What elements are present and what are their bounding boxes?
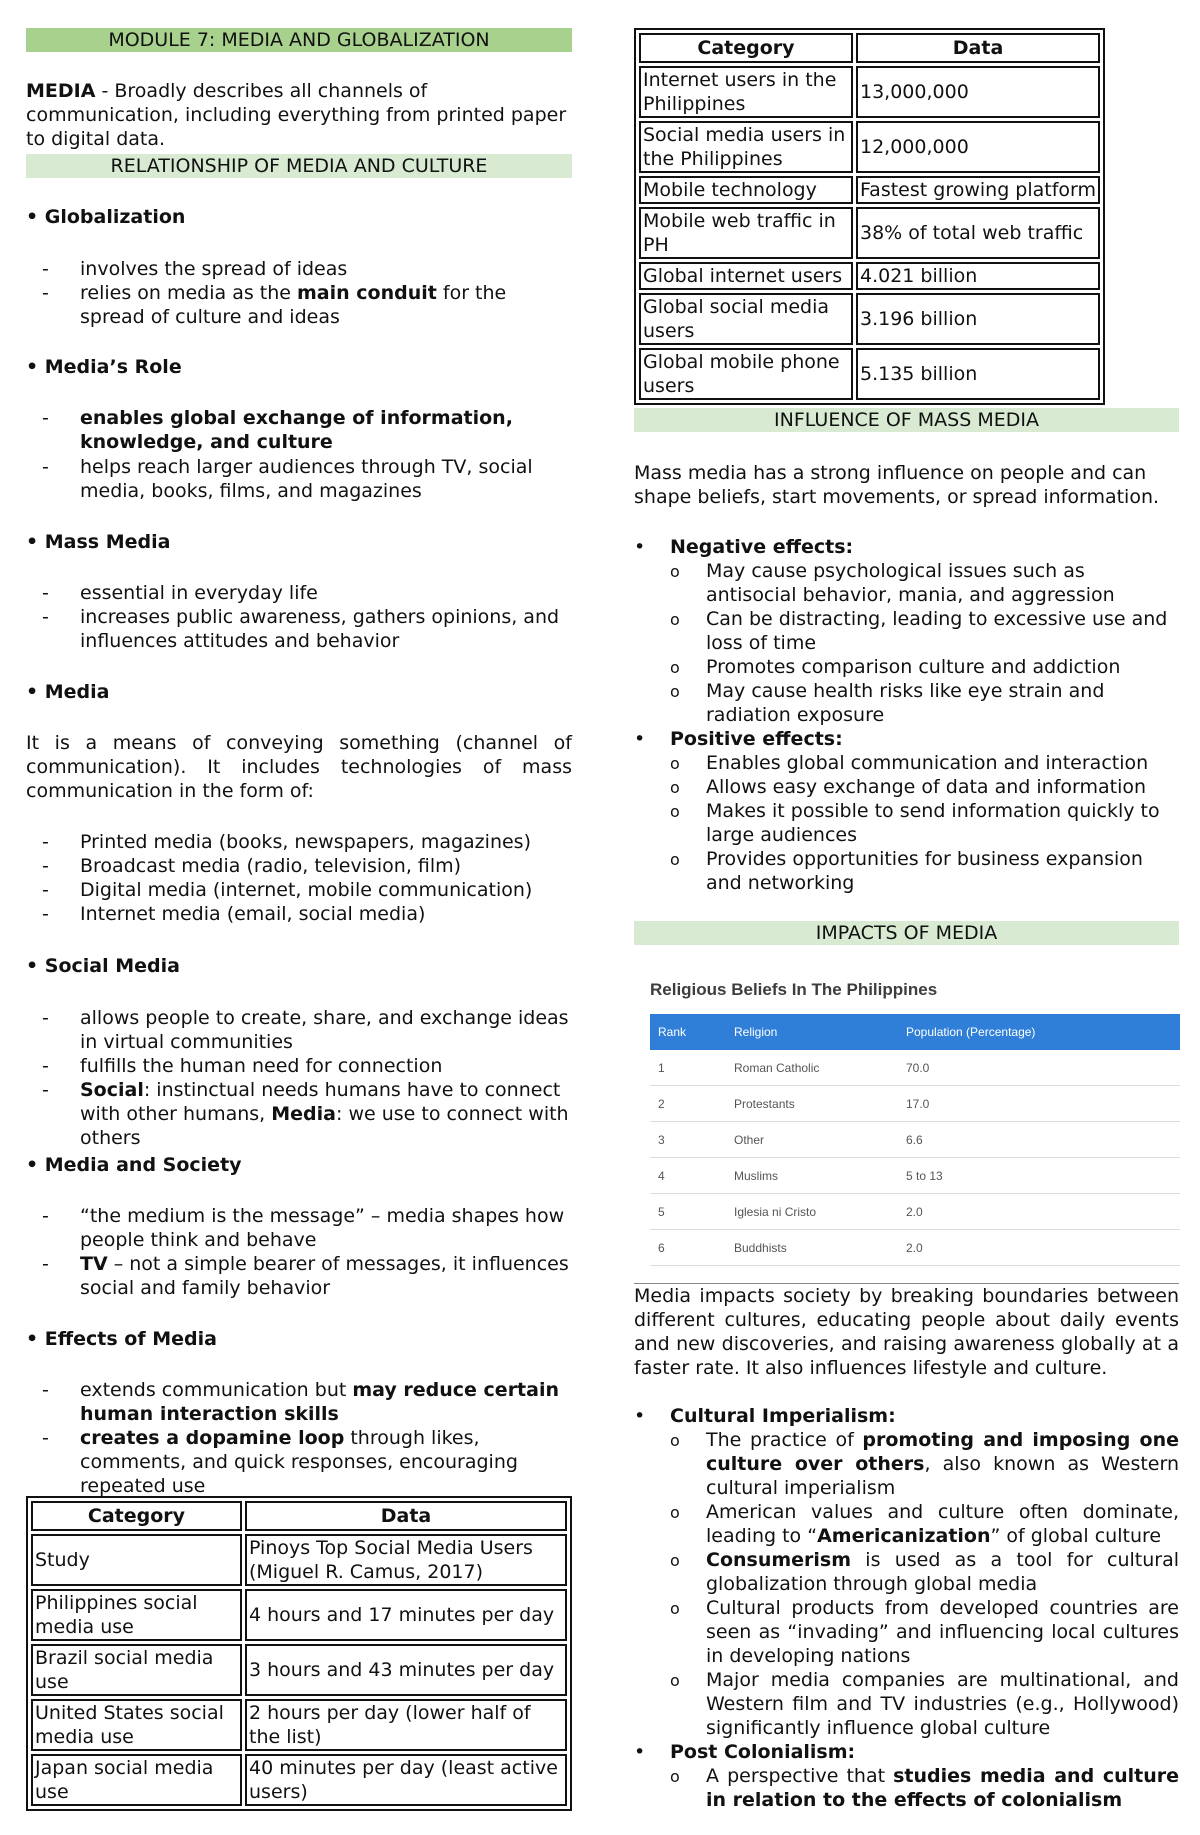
table-row: Mobile technology Fastest growing platform bbox=[639, 176, 1100, 204]
table-row: Philippines social media use 4 hours and 17 minutes per day bbox=[31, 1589, 567, 1641]
topic-medias-role: • Media’s Role bbox=[26, 356, 182, 378]
list-item: o Can be distracting, leading to excessive use and loss of time bbox=[670, 608, 1168, 654]
topic-social-media: • Social Media bbox=[26, 955, 180, 977]
column-header: Category bbox=[639, 33, 853, 63]
section-title-influence: INFLUENCE OF MASS MEDIA bbox=[634, 408, 1179, 432]
topic-mass-media: • Mass Media bbox=[26, 531, 171, 553]
table-row: 1 Roman Catholic 70.0 bbox=[650, 1050, 1180, 1086]
list-item: - TV – not a simple bearer of messages, it influences social and family behavior bbox=[42, 1253, 569, 1299]
bullet-cultural-imperialism: • Cultural Imperialism: bbox=[634, 1405, 896, 1427]
column-header: Data bbox=[856, 33, 1100, 63]
religion-table-title: Religious Beliefs In The Philippines bbox=[650, 980, 938, 999]
list-item: - relies on media as the main conduit for the spread of culture and ideas bbox=[42, 282, 507, 328]
list-item: o May cause psychological issues such as antisocial behavior, mania, and aggression bbox=[670, 560, 1115, 606]
social-media-use-table bbox=[26, 1496, 572, 1811]
table-row: Social media users in the Philippines 12,000,000 bbox=[639, 121, 1100, 173]
list-item: - Digital media (internet, mobile communication) bbox=[42, 879, 533, 901]
table-row: 3 Other 6.6 bbox=[650, 1122, 1180, 1158]
table-row: Brazil social media use 3 hours and 43 minutes per day bbox=[31, 1644, 567, 1696]
table-row: Study Pinoys Top Social Media Users (Miguel R. Camus, 2017) bbox=[31, 1534, 567, 1586]
table-row: United States social media use 2 hours per day (lower half of the list) bbox=[31, 1699, 567, 1751]
list-item: - Internet media (email, social media) bbox=[42, 903, 426, 925]
table-row: 6 Buddhists 2.0 bbox=[650, 1230, 1180, 1266]
list-item: - “the medium is the message” – media shapes how people think and behave bbox=[42, 1205, 565, 1251]
table-row: Global internet users 4.021 billion bbox=[639, 262, 1100, 290]
list-item: o Consumerism is used as a tool for cultural globalization through global media bbox=[670, 1549, 1179, 1595]
list-item: o The practice of promoting and imposing one culture over others, also known as Western cultural imperialism bbox=[670, 1429, 1180, 1499]
list-item: o Promotes comparison culture and addiction bbox=[670, 656, 1121, 678]
table-row: Japan social media use 40 minutes per day (least active users) bbox=[31, 1754, 567, 1806]
list-item: o Major media companies are multinational, and Western film and TV industries (e.g., Hollywood) significantly influence global culture bbox=[670, 1669, 1179, 1739]
column-header: Category bbox=[31, 1501, 242, 1531]
media-definition-text: - Broadly describes all channels of communication, including everything from printed paper to digital data. bbox=[26, 80, 567, 150]
media-term: MEDIA bbox=[26, 80, 96, 102]
bullet-positive-effects: • Positive effects: bbox=[634, 728, 843, 750]
list-item: - helps reach larger audiences through TV, social media, books, films, and magazines bbox=[42, 456, 533, 502]
impacts-paragraph: Media impacts society by breaking boundaries between different cultures, educating people about daily events and new discoveries, and raising awareness globally at a faster rate. It also influences lifestyle and culture. bbox=[634, 1285, 1179, 1379]
list-item: - increases public awareness, gathers opinions, and influences attitudes and behavior bbox=[42, 606, 560, 652]
table-row: Global mobile phone users 5.135 billion bbox=[639, 348, 1100, 400]
media-definition bbox=[26, 79, 572, 151]
list-item: - Social: instinctual needs humans have to connect with other humans, Media: we use to connect with others bbox=[42, 1079, 569, 1149]
list-item: o Cultural products from developed countries are seen as “invading” and influencing local cultures in developing nations bbox=[670, 1597, 1179, 1667]
table-row: 4 Muslims 5 to 13 bbox=[650, 1158, 1180, 1194]
section-title-impacts: IMPACTS OF MEDIA bbox=[634, 921, 1179, 945]
list-item: - Broadcast media (radio, television, film) bbox=[42, 855, 462, 877]
topic-effects-of-media: • Effects of Media bbox=[26, 1328, 217, 1350]
bullet-post-colonialism: • Post Colonialism: bbox=[634, 1741, 856, 1763]
table-row: Mobile web traffic in PH 38% of total web traffic bbox=[639, 207, 1100, 259]
bullet-negative-effects: • Negative effects: bbox=[634, 536, 854, 558]
module-title: MODULE 7: MEDIA AND GLOBALIZATION bbox=[26, 28, 572, 52]
table-header-row bbox=[31, 1501, 567, 1531]
list-item: - creates a dopamine loop through likes, comments, and quick responses, encouraging repeated use bbox=[42, 1427, 518, 1497]
topic-media-and-society: • Media and Society bbox=[26, 1154, 242, 1176]
table-row: Global social media users 3.196 billion bbox=[639, 293, 1100, 345]
philippines-internet-table bbox=[634, 28, 1105, 405]
topic-media: • Media bbox=[26, 681, 110, 703]
influence-intro: Mass media has a strong influence on people and can shape beliefs, start movements, or spread information. bbox=[634, 462, 1160, 508]
list-item: - allows people to create, share, and exchange ideas in virtual communities bbox=[42, 1007, 569, 1053]
list-item: - extends communication but may reduce certain human interaction skills bbox=[42, 1379, 560, 1425]
table-row: 2 Protestants 17.0 bbox=[650, 1086, 1180, 1122]
column-header: Data bbox=[245, 1501, 567, 1531]
list-item: o Allows easy exchange of data and information bbox=[670, 776, 1147, 798]
list-item: o Makes it possible to send information quickly to large audiences bbox=[670, 800, 1160, 846]
table-row: 5 Iglesia ni Cristo 2.0 bbox=[650, 1194, 1180, 1230]
list-item: o American values and culture often dominate, leading to “Americanization” of global culture bbox=[670, 1501, 1179, 1547]
list-item: - involves the spread of ideas bbox=[42, 258, 348, 280]
media-paragraph: It is a means of conveying something (channel of communication). It includes technologies of mass communication in the form of: bbox=[26, 732, 572, 802]
section-title-relationship: RELATIONSHIP OF MEDIA AND CULTURE bbox=[26, 154, 572, 178]
list-item: - Printed media (books, newspapers, magazines) bbox=[42, 831, 531, 853]
list-item: - essential in everyday life bbox=[42, 582, 318, 604]
religion-table-header: Rank Religion Population (Percentage) bbox=[650, 1014, 1180, 1050]
list-item: o Enables global communication and interaction bbox=[670, 752, 1149, 774]
list-item: o Provides opportunities for business expansion and networking bbox=[670, 848, 1143, 894]
list-item: o A perspective that studies media and culture in relation to the effects of colonialism bbox=[670, 1765, 1179, 1811]
list-item: o May cause health risks like eye strain and radiation exposure bbox=[670, 680, 1105, 726]
table-row: Internet users in the Philippines 13,000,000 bbox=[639, 66, 1100, 118]
list-item: - enables global exchange of information, knowledge, and culture bbox=[42, 407, 513, 453]
topic-globalization: • Globalization bbox=[26, 206, 186, 228]
list-item: - fulfills the human need for connection bbox=[42, 1055, 443, 1077]
table-header-row bbox=[639, 33, 1100, 63]
religion-table-image bbox=[650, 979, 1180, 1266]
